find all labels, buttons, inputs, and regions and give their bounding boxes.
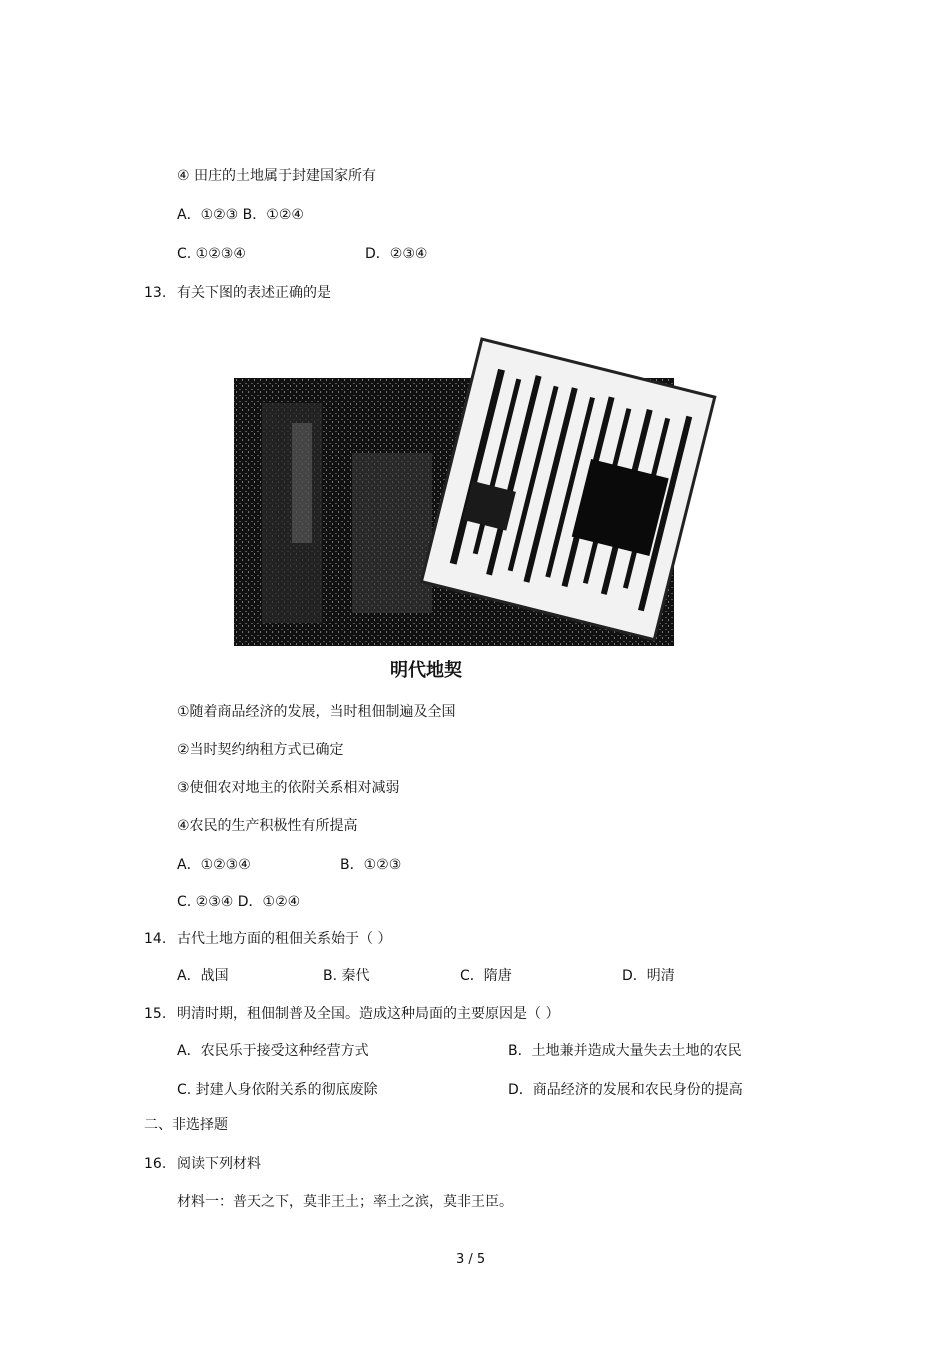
q16-number: 16. (144, 1156, 167, 1172)
q13-item-4: ④农民的生产积极性有所提高 (177, 818, 358, 834)
q15-option-c: C. 封建人身依附关系的彻底废除 (177, 1082, 378, 1098)
q15-stem: 明清时期，租佃制普及全国。造成这种局面的主要原因是（ ） (177, 1006, 560, 1022)
photo-caption: 明代地契 (390, 660, 462, 681)
q12-option-d: D．②③④ (365, 246, 428, 262)
q16-material-1: 材料一：普天之下，莫非王土；率土之滨，莫非王臣。 (177, 1194, 513, 1210)
q14-option-c: C．隋唐 (460, 968, 512, 984)
q13-option-b: B．①②③ (340, 857, 402, 873)
q13-item-2: ②当时契约纳租方式已确定 (177, 742, 344, 758)
section-title: 二、非选择题 (144, 1117, 228, 1133)
q13-item-3: ③使佃农对地主的依附关系相对减弱 (177, 780, 400, 796)
q12-options-ab: A．①②③ B．①②④ (177, 207, 304, 223)
q15-option-a: A．农民乐于接受这种经营方式 (177, 1043, 369, 1059)
q15-number: 15. (144, 1006, 167, 1022)
q13-number: 13. (144, 285, 167, 301)
q16-stem: 阅读下列材料 (177, 1156, 261, 1172)
q14-option-b: B. 秦代 (323, 968, 370, 984)
q15-option-d: D．商品经济的发展和农民身份的提高 (508, 1082, 743, 1098)
q15-option-b: B．土地兼并造成大量失去土地的农民 (508, 1043, 742, 1059)
q13-option-a: A．①②③④ (177, 857, 251, 873)
q13-options-cd: C. ②③④ D．①②④ (177, 894, 301, 910)
land-deed-image (232, 333, 722, 648)
q12-item-4: ④ 田庄的土地属于封建国家所有 (177, 168, 377, 184)
page-number: 3 / 5 (456, 1252, 486, 1267)
q14-number: 14. (144, 931, 167, 947)
ming-land-deed-photo (232, 333, 722, 648)
q14-option-d: D．明清 (622, 968, 675, 984)
q14-stem: 古代土地方面的租佃关系始于（ ） (177, 931, 392, 947)
q13-item-1: ①随着商品经济的发展，当时租佃制遍及全国 (177, 704, 456, 720)
q12-option-c: C. ①②③④ (177, 246, 246, 262)
q13-stem: 有关下图的表述正确的是 (177, 285, 331, 301)
q14-option-a: A．战国 (177, 968, 229, 984)
